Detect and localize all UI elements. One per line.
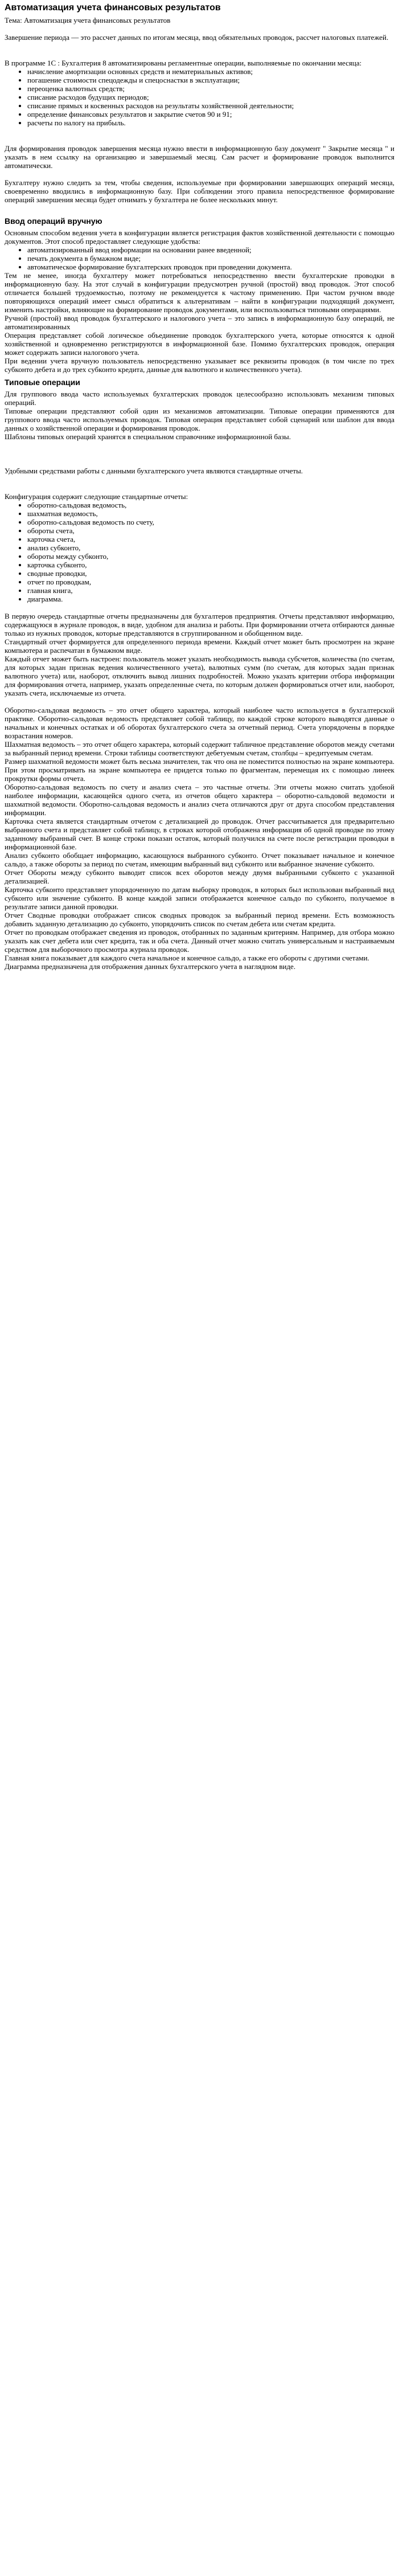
section-heading-manual: Ввод операций вручную — [5, 216, 102, 226]
manual-paragraph: Ручной (простой) ввод проводок бухгалтерского и налогового учета – это запись в информационную базу операций, не автоматизированных — [5, 314, 394, 331]
manual-paragraph: Тем не менее, иногда бухгалтеру может потребоваться непосредственно ввести бухгалтерские проводки в информационную базу. На этот случай в конфигурации предусмотрен ручной (простой) ввод проводок. Этот способ отличается большей трудоемкостью, поэтому не рекомендуется к частому применению. При частом ручном вводе повторяющихся операций имеет смысл обратиться к альтернативам – найти в конфигурации подходящий документ, изменить настройки, влияющие на формирование проводок документами, или воспользоваться типовыми операциями. — [5, 271, 394, 314]
list-item: • печать документа в бумажном виде; — [27, 254, 394, 263]
advantages-list — [5, 246, 394, 271]
list-item: • диаграмма. — [27, 595, 394, 603]
list-item: • погашение стоимости спецодежды и спецоснастки в эксплуатации; — [27, 76, 394, 84]
list-item: • сводные проводки, — [27, 569, 394, 578]
list-item: • расчеты по налогу на прибыль. — [27, 118, 394, 127]
topic-line: Тема: Автоматизация учета финансовых результатов — [5, 16, 171, 24]
typical-paragraph: Шахматная ведомость – это отчет общего характера, который содержит табличное представление оборотов между счетами за выбранный период времени. Строки таблицы соответствуют дебетуемым счетам, столбцы – кредитуемым счетам. — [5, 740, 394, 757]
intro-paragraph: Бухгалтеру нужно следить за тем, чтобы сведения, используемые при формировании завершающих операций месяца, своевременно вводились в информационную базу. При соблюдении этого правила непосредственное формирование операций завершения месяца будет отнимать у бухгалтера не более нескольких минут. — [5, 178, 394, 204]
reports-list — [5, 501, 394, 603]
operations-list — [5, 67, 394, 127]
list-item: • автоматическое формирование бухгалтерских проводок при проведении документа. — [27, 263, 394, 271]
list-item: • отчет по проводкам, — [27, 578, 394, 586]
manual-paragraph: Основным способом ведения учета в конфигурации является регистрация фактов хозяйственной деятельности с помощью документов. Этот способ предоставляет следующие удобства: — [5, 228, 394, 246]
list-item: • начисление амортизации основных средств и нематериальных активов; — [27, 67, 394, 76]
manual-paragraph: Операция представляет собой логическое объединение проводок бухгалтерского учета, которые относятся к одной хозяйственной и одновременно регистрируются в информационной базе. Помимо бухгалтерских проводок, операция может содержать записи налогового учета. — [5, 331, 394, 357]
typical-paragraph: Отчет Сводные проводки отображает список сводных проводок за выбранный период времени. Есть возможность добавить заданную детализацию до субконто, упорядочить список по счетам дебета или счетам кредита. — [5, 911, 394, 928]
list-item: • карточка счета, — [27, 535, 394, 543]
list-item: • определение финансовых результатов и закрытие счетов 90 и 91; — [27, 110, 394, 118]
list-item: • анализ субконто, — [27, 543, 394, 552]
typical-paragraph: Диаграмма предназначена для отображения данных бухгалтерского учета в наглядном виде. — [5, 962, 296, 971]
typical-paragraph: Карточка счета является стандартным отчетом с детализацией до проводок. Отчет рассчитывается для предварительно выбранного счета и представляет собой таблицу, в строках которой отображена информация об одной проводке по этому заданному выбранный счет. В конце строки показан остаток, который получился на счете после регистрации проводки в информационной базе. — [5, 817, 394, 851]
typical-paragraph: Типовые операции представляют собой один из механизмов автоматизации. Типовые операции применяются для группового ввода часто используемых проводок. Типовая операция представляет собой сценарий или шаблон для ввода данных о хозяйственной операции и формирования проводок. — [5, 407, 394, 432]
list-item: • обороты между субконто, — [27, 552, 394, 561]
list-item: • карточка субконто, — [27, 561, 394, 569]
typical-paragraph: Размер шахматной ведомости может быть весьма значителен, так что она не поместится полностью на экране компьютера. При этом просматривать на экране компьютера ее придется только по фрагментам, перемещая их с помощью линеек прокрутки формы отчета. — [5, 757, 394, 783]
typical-paragraph: Оборотно-сальдовая ведомость по счету и анализ счета – это частные отчеты. Эти отчеты можно считать удобной наиболее информации, касающейся одного счета, из отчетов общего характера – оборотно-сальдовой ведомости и шахматной ведомости. Оборотно-сальдовая ведомость и анализ счета отличаются друг от друга способом представления информации. — [5, 783, 394, 817]
list-item: • оборотно-сальдовая ведомость по счету, — [27, 518, 394, 526]
typical-paragraph: Каждый отчет может быть настроен: пользователь может указать необходимость вывода субсчетов, количества (по счетам, для которых задан признак ведения количественного учета), валютных сумм (по счетам, для которых задан признак валютного учета) или, наоборот, отключить вывод лишних подробностей. Можно указать критерии отбора информации для формирования отчета, например, указать определенные счета, по которым должен формироваться отчет или, наоборот, указать счета, исключаемые из отчета. — [5, 655, 394, 697]
list-item: • переоценка валютных средств; — [27, 84, 394, 93]
typical-paragraph: Шаблоны типовых операций хранятся в специальном справочнике информационной базы. — [5, 432, 291, 441]
typical-paragraph: Отчет по проводкам отображает сведения из проводок, отобранных по заданным критериям. Например, для отбора можно указать как счет дебета или счет кредита, так и оба счета. Данный отчет можно считать универсальным и настраиваемым средством для выборочного просмотра журнала проводок. — [5, 928, 394, 954]
typical-paragraph: Стандартный отчет формируется для определенного периода времени. Каждый отчет может быть просмотрен на экране компьютера и распечатан в бумажном виде. — [5, 637, 394, 655]
typical-paragraph: В первую очередь стандартные отчеты предназначены для бухгалтеров предприятия. Отчеты представляют информацию, содержащуюся в журнале проводок, в виде, удобном для анализа и работы. При формировании отчета отбираются данные только из нужных проводок, которые представляются в сгруппированном и обобщенном виде. — [5, 612, 394, 637]
list-item: • главная книга, — [27, 586, 394, 595]
list-item: • автоматизированный ввод информации на основании ранее введенной; — [27, 246, 394, 254]
typical-paragraph: Для группового ввода часто используемых бухгалтерских проводок целесообразно использовать механизм типовых операций. — [5, 390, 394, 407]
intro-paragraph: Для формирования проводок завершения месяца нужно ввести в информационную базу документ " Закрытие месяца " и указать в нем ссылку на организацию и завершаемый месяц. Сам расчет и формирование проводок выполнится автоматически. — [5, 144, 394, 170]
typical-paragraph: Конфигурация содержит следующие стандартные отчеты: — [5, 492, 188, 501]
section-heading-typical: Типовые операции — [5, 378, 80, 387]
manual-paragraph: При ведении учета вручную пользователь непосредственно указывает все реквизиты проводок (в том числе по трех субконто дебета и до трех субконто кредита, данные для валютного и количественного учета). — [5, 357, 394, 374]
typical-paragraph: Удобными средствами работы с данными бухгалтерского учета являются стандартные отчеты. — [5, 467, 303, 475]
list-item: • шахматная ведомость, — [27, 509, 394, 518]
typical-paragraph: Карточка субконто представляет упорядоченную по датам выборку проводок, в которых был использован выбранный вид субконто или значение субконто. В конце каждой записи отображается конечное сальдо по субконто, получаемое в результате записи данной проводки. — [5, 885, 394, 911]
document-title: Автоматизация учета финансовых результатов — [5, 3, 221, 13]
list-item: • списание прямых и косвенных расходов на результаты хозяйственной деятельности; — [27, 101, 394, 110]
list-item: • списание расходов будущих периодов; — [27, 93, 394, 101]
typical-paragraph: Отчет Обороты между субконто выводит список всех оборотов между двумя выбранными субконто с указанной детализацией. — [5, 868, 394, 885]
list-item: • оборотно-сальдовая ведомость, — [27, 501, 394, 509]
typical-paragraph: Главная книга показывает для каждого счета начальное и конечное сальдо, а также его обороты с другими счетами. — [5, 954, 369, 962]
typical-paragraph: Оборотно-сальдовая ведомость – это отчет общего характера, который наиболее часто используется в бухгалтерской практике. Оборотно-сальдовая ведомость представляет собой таблицу, по каждой строке которого выводятся данные о начальных и конечных остатках и об оборотах бухгалтерского счета за отчетный период. Счета упорядочены в порядке возрастания номеров. — [5, 706, 394, 740]
document — [0, 0, 399, 971]
intro-paragraph: Завершение периода — это рассчет данных по итогам месяца, ввод обязательных проводок, рассчет налоговых платежей. — [5, 33, 389, 42]
typical-paragraph: Анализ субконто обобщает информацию, касающуюся выбранного субконто. Отчет показывает начальное и конечное сальдо, а также обороты за период по счетам, имеющим выбранный вид субконто или выбранное значение субконто. — [5, 851, 394, 868]
list-item: • обороты счета, — [27, 526, 394, 535]
intro-paragraph: В программе 1С : Бухгалтерия 8 автоматизированы регламентные операции, выполняемые по окончании месяца: — [5, 59, 362, 67]
